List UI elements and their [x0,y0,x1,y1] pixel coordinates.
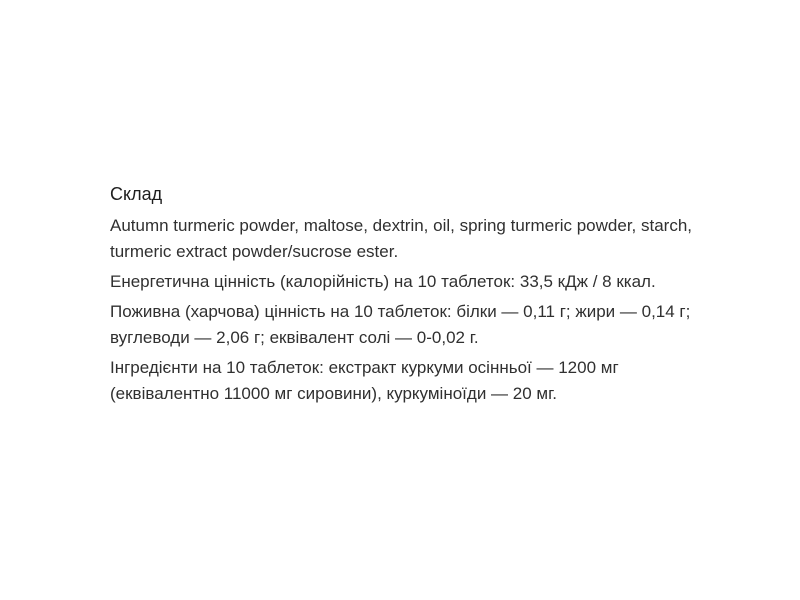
nutrition-value-text: Поживна (харчова) цінність на 10 таблеток: білки — 0,11 г; жири — 0,14 г; вуглеводи — 2,06 г; еквівалент солі — 0-0,02 г. [110,302,691,347]
composition-section [110,181,710,411]
composition-heading: Склад [110,184,163,204]
energy-value-text: Енергетична цінність (калорійність) на 10 таблеток: 33,5 кДж / 8 ккал. [110,272,656,291]
ingredients-text: Autumn turmeric powder, maltose, dextrin, oil, spring turmeric powder, starch, turmeric extract powder/sucrose ester. [110,216,693,261]
ingredient-amounts-text: Інгредієнти на 10 таблеток: екстракт куркуми осінньої — 1200 мг (еквівалентно 11000 мг сировини), куркуміноїди — 20 мг. [110,358,619,403]
